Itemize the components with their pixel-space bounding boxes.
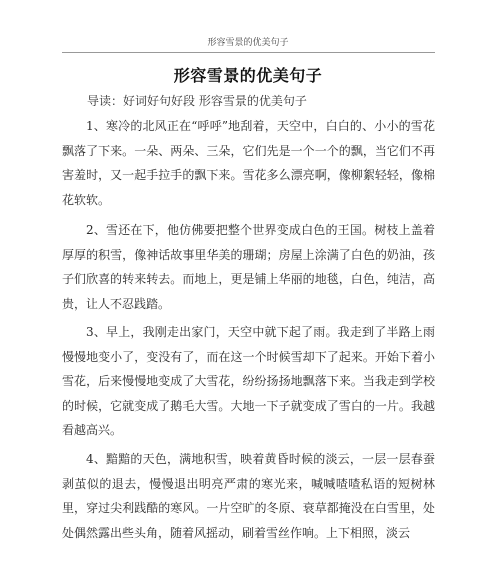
paragraph-1: 1、寒冷的北风正在“呼呼”地刮着，天空中，白白的、小小的雪花飘落了下来。一朵、两朵、三朵，它们先是一个一个的飘，当它们不再害羞时，又一起手拉手的飘下来。雪花多么漂亮啊，像柳絮轻轻，像棉花软软。 <box>62 119 435 207</box>
document-title: 形容雪景的优美句子 <box>173 66 323 85</box>
intro-line: 导读：好词好句好段 形容雪景的优美句子 <box>87 94 307 108</box>
running-header: 形容雪景的优美句子 <box>207 38 289 48</box>
paragraph-4: 4、黯黯的天色，满地积雪，映着黄昏时候的淡云，一层一层春蚕剥茧似的退去，慢慢退出明亮严肃的寒光来，喊喊喳喳私语的短树林里，穿过尖利践酷的寒风。一片空旷的冬原、衰草都掩没在白雪里，处处偶然露出些头角，随着风摇动，刷着雪丝作响。上下相照，淡云 <box>62 452 435 540</box>
paragraph-2: 2、雪还在下，他仿佛要把整个世界变成白色的王国。树枝上盖着厚厚的积雪，像神话故事里华美的珊瑚；房屋上涂满了白色的奶油，孩子们欣喜的转来转去。而地上，更是铺上华丽的地毯，白色，纯洁，高贵，让人不忍践踏。 <box>62 223 435 311</box>
header-divider <box>62 52 435 53</box>
paragraph-3: 3、早上，我刚走出家门，天空中就下起了雨。我走到了半路上雨慢慢地变小了，变没有了，而在这一个时候雪却下了起来。开始下着小雪花，后来慢慢地变成了大雪花，纷纷扬扬地飘落下来。当我走到学校的时候，它就变成了鹅毛大雪。大地一下子就变成了雪白的一片。我越看越高兴。 <box>62 325 435 437</box>
